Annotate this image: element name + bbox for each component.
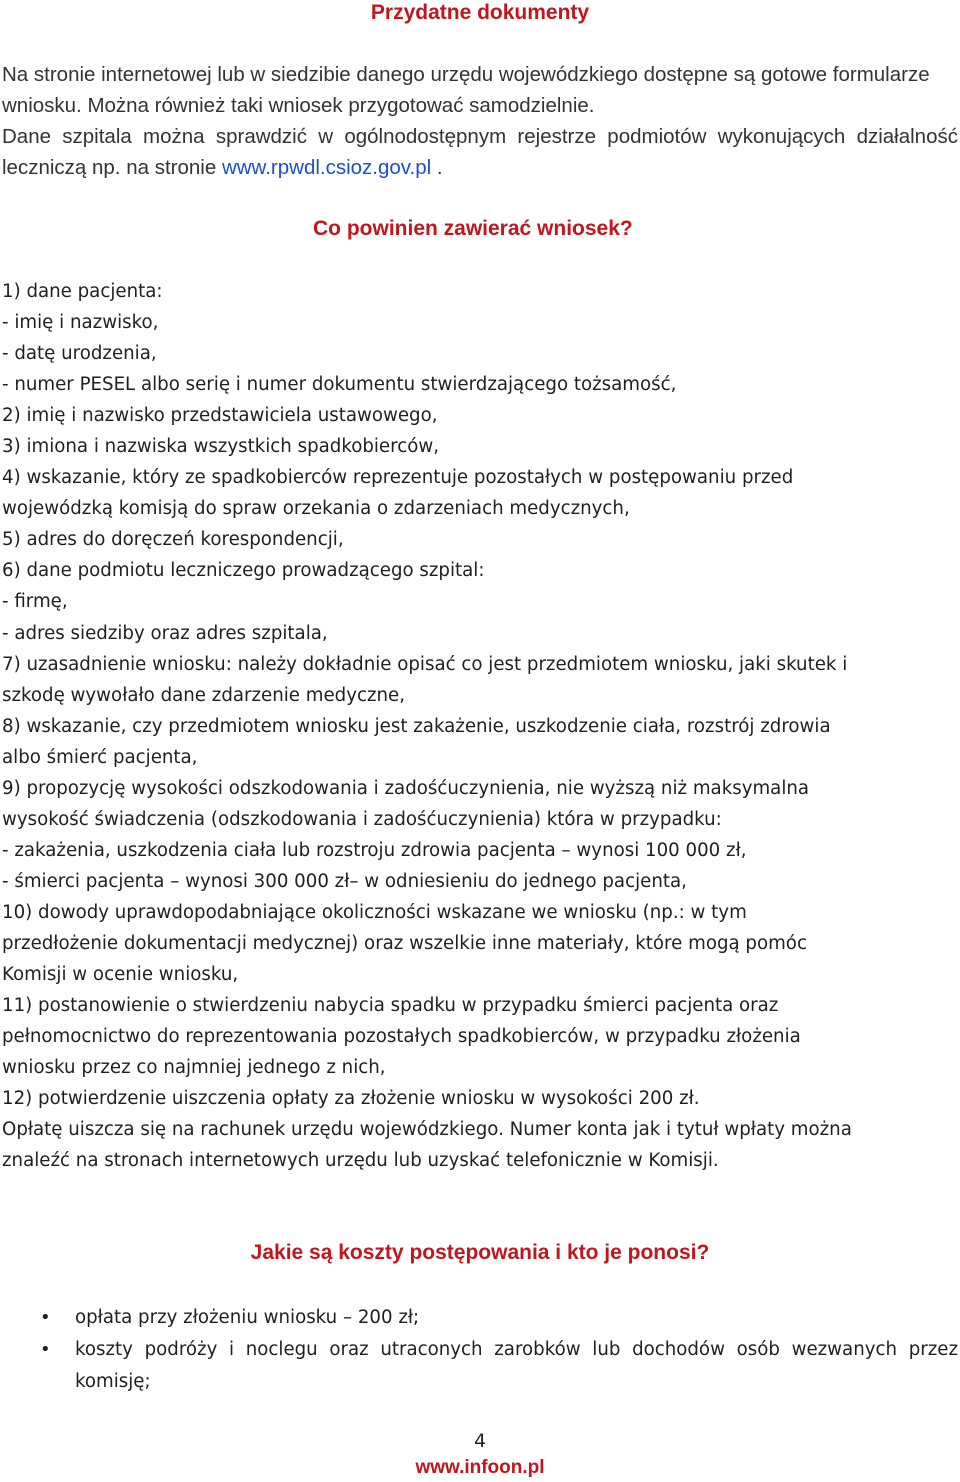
list-line: wysokość świadczenia (odszkodowania i zadośćuczynienia) która w przypadku:: [2, 808, 722, 830]
list-line: znaleźć na stronach internetowych urzędu lub uzyskać telefonicznie w Komisji.: [2, 1150, 719, 1172]
heading-costs: Jakie są koszty postępowania i kto je ponosi?: [250, 1241, 710, 1264]
list-line: 8) wskazanie, czy przedmiotem wniosku jest zakażenie, uszkodzenie ciała, rozstrój zdrowia: [2, 715, 831, 737]
list-line: 3) imiona i nazwiska wszystkich spadkobierców,: [2, 436, 439, 458]
bullet-icon: •: [40, 1307, 51, 1328]
list-item: [0, 1334, 960, 1398]
list-line: - śmierci pacjenta – wynosi 300 000 zł– w odniesieniu do jednego pacjenta,: [2, 870, 687, 892]
costs-bullet-list: [0, 1302, 960, 1398]
list-line: - firmę,: [2, 591, 68, 613]
list-item: [0, 1302, 960, 1334]
intro-paragraph-forms: Na stronie internetowej lub w siedzibie danego urzędu wojewódzkiego dostępne są gotowe formularze wniosku. Można również taki wniosek przygotować samodzielnie.: [2, 63, 930, 117]
intro-registry-end: .: [431, 156, 443, 179]
list-line: szkodę wywołało dane zdarzenie medyczne,: [2, 684, 406, 706]
list-line: pełnomocnictwo do reprezentowania pozostałych spadkobierców, w przypadku złożenia: [2, 1026, 801, 1048]
list-line: wojewódzką komisją do spraw orzekania o zdarzeniach medycznych,: [2, 498, 630, 520]
list-line: - adres siedziby oraz adres szpitala,: [2, 622, 328, 644]
list-line: 12) potwierdzenie uiszczenia opłaty za złożenie wniosku w wysokości 200 zł.: [2, 1088, 700, 1110]
registry-link[interactable]: www.rpwdl.csioz.gov.pl: [221, 156, 432, 179]
list-line: 10) dowody uprawdopodabniające okoliczności wskazane we wniosku (np.: w tym: [2, 901, 747, 923]
heading-useful-documents: Przydatne dokumenty: [370, 1, 590, 24]
list-line: 6) dane podmiotu leczniczego prowadzącego szpital:: [2, 560, 485, 582]
list-line: 5) adres do doręczeń korespondencji,: [2, 529, 344, 551]
list-line: 11) postanowienie o stwierdzeniu nabycia spadku w przypadku śmierci pacjenta oraz: [2, 995, 779, 1017]
bullet-text: opłata przy złożeniu wniosku – 200 zł;: [75, 1307, 420, 1328]
bullet-icon: •: [40, 1339, 51, 1360]
list-line: albo śmierć pacjenta,: [2, 746, 198, 768]
intro-registry-text: Dane szpitala można sprawdzić w ogólnodostępnym rejestrze podmiotów wykonujących działalność leczniczą np. na stronie: [2, 125, 958, 179]
list-line: - datę urodzenia,: [2, 343, 157, 365]
bullet-text: koszty podróży i noclegu oraz utraconych zarobków lub dochodów osób wezwanych przez komisję;: [75, 1339, 958, 1392]
page-number: 4: [473, 1430, 487, 1452]
heading-request-contents: Co powinien zawierać wniosek?: [313, 217, 633, 240]
list-line: - zakażenia, uszkodzenia ciała lub rozstroju zdrowia pacjenta – wynosi 100 000 zł,: [2, 839, 747, 861]
list-line: 4) wskazanie, który ze spadkobierców reprezentuje pozostałych w postępowaniu przed: [2, 467, 794, 489]
list-line: 9) propozycję wysokości odszkodowania i zadośćuczynienia, nie wyższą niż maksymalna: [2, 777, 810, 799]
footer-url[interactable]: www.infoon.pl: [415, 1457, 545, 1478]
request-contents-list: [2, 276, 954, 1176]
list-line: - numer PESEL albo serię i numer dokumentu stwierdzającego tożsamość,: [2, 374, 677, 396]
list-line: Komisji w ocenie wniosku,: [2, 964, 239, 986]
list-line: - imię i nazwisko,: [2, 312, 159, 334]
list-line: 1) dane pacjenta:: [2, 281, 163, 302]
list-line: Opłatę uiszcza się na rachunek urzędu wojewódzkiego. Numer konta jak i tytuł wpłaty można: [2, 1119, 852, 1141]
list-line: 2) imię i nazwisko przedstawiciela ustawowego,: [2, 405, 438, 427]
list-line: 7) uzasadnienie wniosku: należy dokładnie opisać co jest przedmiotem wniosku, jaki skutek i: [2, 653, 848, 675]
list-line: wniosku przez co najmniej jednego z nich,: [2, 1057, 386, 1079]
intro-paragraph-registry: [2, 121, 958, 183]
list-line: przedłożenie dokumentacji medycznej) oraz wszelkie inne materiały, które mogą pomóc: [2, 932, 807, 954]
